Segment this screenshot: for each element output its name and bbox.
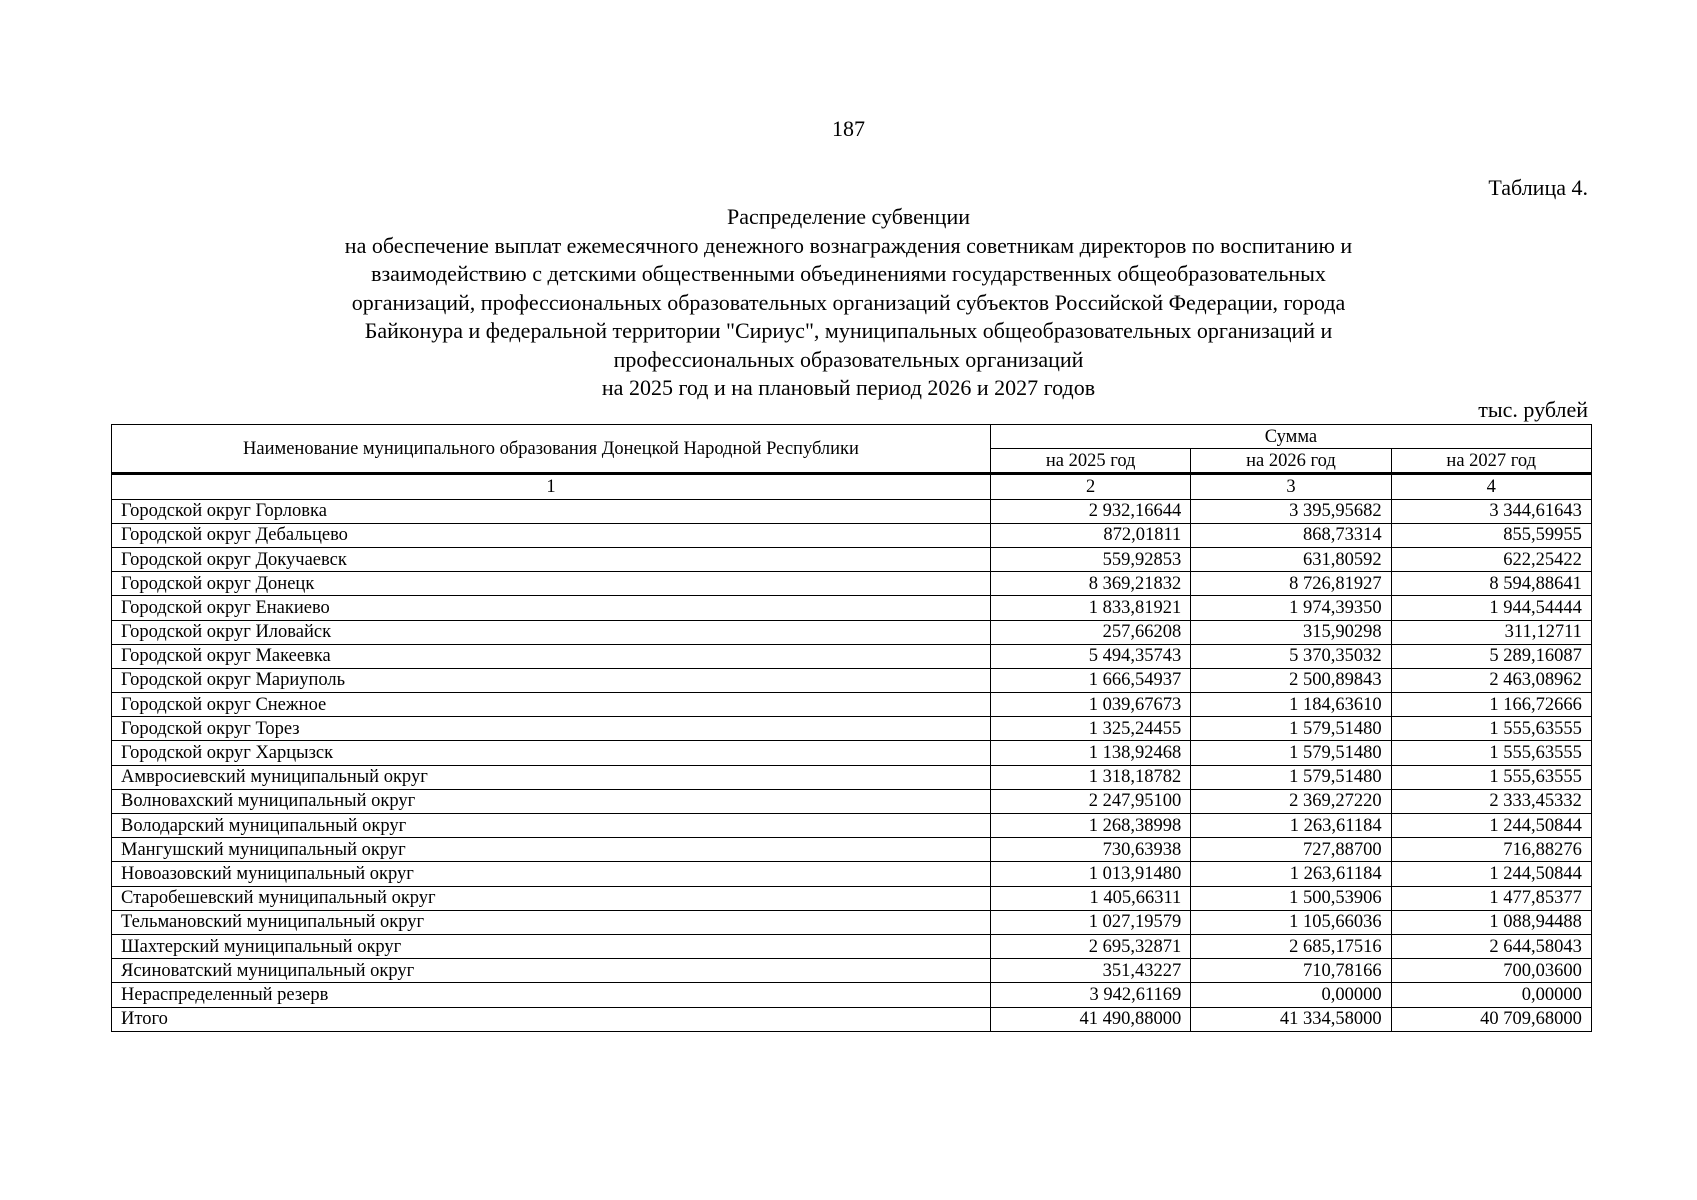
amount-cell: 2 685,17516 — [1191, 934, 1391, 958]
municipality-name: Ясиноватский муниципальный округ — [112, 959, 991, 983]
municipality-name: Володарский муниципальный округ — [112, 814, 991, 838]
amount-cell: 1 579,51480 — [1191, 741, 1391, 765]
municipality-name: Старобешевский муниципальный округ — [112, 886, 991, 910]
amount-cell: 716,88276 — [1391, 838, 1591, 862]
amount-cell: 700,03600 — [1391, 959, 1591, 983]
amount-cell: 1 244,50844 — [1391, 814, 1591, 838]
amount-cell: 1 500,53906 — [1191, 886, 1391, 910]
amount-cell: 3 942,61169 — [991, 983, 1191, 1007]
table-row — [112, 838, 1592, 862]
amount-cell: 2 695,32871 — [991, 934, 1191, 958]
municipality-name: Мангушский муниципальный округ — [112, 838, 991, 862]
amount-cell: 1 974,39350 — [1191, 596, 1391, 620]
amount-cell: 1 666,54937 — [991, 668, 1191, 692]
amount-cell: 1 263,61184 — [1191, 862, 1391, 886]
municipality-name: Городской округ Иловайск — [112, 620, 991, 644]
amount-cell: 872,01811 — [991, 523, 1191, 547]
table-row — [112, 814, 1592, 838]
amount-cell: 41 490,88000 — [991, 1007, 1191, 1031]
amount-cell: 257,66208 — [991, 620, 1191, 644]
amount-cell: 1 555,63555 — [1391, 765, 1591, 789]
table-row — [112, 693, 1592, 717]
amount-cell: 559,92853 — [991, 547, 1191, 571]
column-index: 2 — [991, 474, 1191, 499]
table-header — [112, 425, 1592, 474]
amount-cell: 1 555,63555 — [1391, 741, 1591, 765]
table-row — [112, 934, 1592, 958]
amount-cell: 1 579,51480 — [1191, 765, 1391, 789]
amount-cell: 1 318,18782 — [991, 765, 1191, 789]
document-title — [0, 203, 1697, 403]
table-row — [112, 862, 1592, 886]
amount-cell: 1 325,24455 — [991, 717, 1191, 741]
title-line: взаимодействию с детскими общественными объединениями государственных общеобразовательных — [371, 261, 1326, 286]
amount-cell: 5 289,16087 — [1391, 644, 1591, 668]
column-index: 1 — [112, 474, 991, 499]
amount-cell: 5 370,35032 — [1191, 644, 1391, 668]
amount-cell: 2 500,89843 — [1191, 668, 1391, 692]
table-row — [112, 983, 1592, 1007]
municipality-name: Городской округ Мариуполь — [112, 668, 991, 692]
table-body — [112, 474, 1592, 1031]
amount-cell: 1 944,54444 — [1391, 596, 1591, 620]
municipality-name: Городской округ Енакиево — [112, 596, 991, 620]
amount-cell: 311,12711 — [1391, 620, 1591, 644]
amount-cell: 730,63938 — [991, 838, 1191, 862]
amount-cell: 8 369,21832 — [991, 572, 1191, 596]
table-row — [112, 523, 1592, 547]
amount-cell: 0,00000 — [1191, 983, 1391, 1007]
municipality-name: Городской округ Горловка — [112, 499, 991, 523]
table-row — [112, 789, 1592, 813]
amount-cell: 2 463,08962 — [1391, 668, 1591, 692]
municipality-name: Городской округ Дебальцево — [112, 523, 991, 547]
municipality-name: Тельмановский муниципальный округ — [112, 910, 991, 934]
amount-cell: 1 244,50844 — [1391, 862, 1591, 886]
table-row — [112, 717, 1592, 741]
amount-cell: 315,90298 — [1191, 620, 1391, 644]
column-index-row — [112, 474, 1592, 499]
table-row — [112, 741, 1592, 765]
amount-cell: 1 477,85377 — [1391, 886, 1591, 910]
amount-cell: 1 184,63610 — [1191, 693, 1391, 717]
amount-cell: 1 833,81921 — [991, 596, 1191, 620]
table-row — [112, 499, 1592, 523]
amount-cell: 1 138,92468 — [991, 741, 1191, 765]
header-sum: Сумма — [991, 425, 1592, 449]
amount-cell: 727,88700 — [1191, 838, 1391, 862]
table-row — [112, 668, 1592, 692]
title-line: организаций, профессиональных образовательных организаций субъектов Российской Федерации, города — [351, 289, 1346, 315]
amount-cell: 631,80592 — [1191, 547, 1391, 571]
table-row — [112, 644, 1592, 668]
table-row — [112, 910, 1592, 934]
amount-cell: 1 579,51480 — [1191, 717, 1391, 741]
municipality-name: Новоазовский муниципальный округ — [112, 862, 991, 886]
column-index: 4 — [1391, 474, 1591, 499]
municipality-name: Городской округ Донецк — [112, 572, 991, 596]
table-row — [112, 886, 1592, 910]
amount-cell: 5 494,35743 — [991, 644, 1191, 668]
amount-cell: 868,73314 — [1191, 523, 1391, 547]
amount-cell: 1 088,94488 — [1391, 910, 1591, 934]
table-row — [112, 765, 1592, 789]
table-row — [112, 1007, 1592, 1031]
table-row — [112, 959, 1592, 983]
table-row — [112, 572, 1592, 596]
table-row — [112, 620, 1592, 644]
amount-cell: 351,43227 — [991, 959, 1191, 983]
title-line: на обеспечение выплат ежемесячного денежного вознаграждения советникам директоров по воспитанию и — [344, 232, 1353, 258]
header-municipality-name: Наименование муниципального образования Донецкой Народной Республики — [112, 425, 991, 474]
amount-cell: 710,78166 — [1191, 959, 1391, 983]
amount-cell: 1 555,63555 — [1391, 717, 1591, 741]
amount-cell: 2 247,95100 — [991, 789, 1191, 813]
municipality-name: Итого — [112, 1007, 991, 1031]
amount-cell: 8 726,81927 — [1191, 572, 1391, 596]
municipality-name: Городской округ Докучаевск — [112, 547, 991, 571]
amount-cell: 1 105,66036 — [1191, 910, 1391, 934]
amount-cell: 1 013,91480 — [991, 862, 1191, 886]
amount-cell: 1 027,19579 — [991, 910, 1191, 934]
title-line: профессиональных образовательных организаций — [613, 346, 1084, 372]
units-label: тыс. рублей — [1478, 397, 1588, 422]
title-line: Распределение субвенции — [726, 204, 971, 229]
subvention-table — [111, 424, 1592, 1032]
amount-cell: 2 932,16644 — [991, 499, 1191, 523]
title-line: на 2025 год и на плановый период 2026 и 2027 годов — [601, 375, 1096, 400]
municipality-name: Амвросиевский муниципальный округ — [112, 765, 991, 789]
amount-cell: 3 344,61643 — [1391, 499, 1591, 523]
title-line: Байконура и федеральной территории "Сириус", муниципальных общеобразовательных организаций и — [364, 318, 1333, 343]
amount-cell: 2 369,27220 — [1191, 789, 1391, 813]
amount-cell: 622,25422 — [1391, 547, 1591, 571]
table-row — [112, 547, 1592, 571]
column-index: 3 — [1191, 474, 1391, 499]
municipality-name: Городской округ Харцызск — [112, 741, 991, 765]
amount-cell: 8 594,88641 — [1391, 572, 1591, 596]
amount-cell: 1 268,38998 — [991, 814, 1191, 838]
municipality-name: Волновахский муниципальный округ — [112, 789, 991, 813]
amount-cell: 1 166,72666 — [1391, 693, 1591, 717]
amount-cell: 41 334,58000 — [1191, 1007, 1391, 1031]
municipality-name: Городской округ Торез — [112, 717, 991, 741]
amount-cell: 2 644,58043 — [1391, 934, 1591, 958]
municipality-name: Нераспределенный резерв — [112, 983, 991, 1007]
header-year-2025: на 2025 год — [991, 449, 1191, 474]
header-year-2027: на 2027 год — [1391, 449, 1591, 474]
table-label: Таблица 4. — [1488, 175, 1588, 200]
header-row — [112, 425, 1592, 449]
amount-cell: 0,00000 — [1391, 983, 1591, 1007]
amount-cell: 3 395,95682 — [1191, 499, 1391, 523]
amount-cell: 1 405,66311 — [991, 886, 1191, 910]
amount-cell: 855,59955 — [1391, 523, 1591, 547]
table-row — [112, 596, 1592, 620]
amount-cell: 1 039,67673 — [991, 693, 1191, 717]
municipality-name: Шахтерский муниципальный округ — [112, 934, 991, 958]
header-year-2026: на 2026 год — [1191, 449, 1391, 474]
amount-cell: 1 263,61184 — [1191, 814, 1391, 838]
amount-cell: 2 333,45332 — [1391, 789, 1591, 813]
municipality-name: Городской округ Макеевка — [112, 644, 991, 668]
municipality-name: Городской округ Снежное — [112, 693, 991, 717]
amount-cell: 40 709,68000 — [1391, 1007, 1591, 1031]
page-number: 187 — [832, 116, 865, 141]
